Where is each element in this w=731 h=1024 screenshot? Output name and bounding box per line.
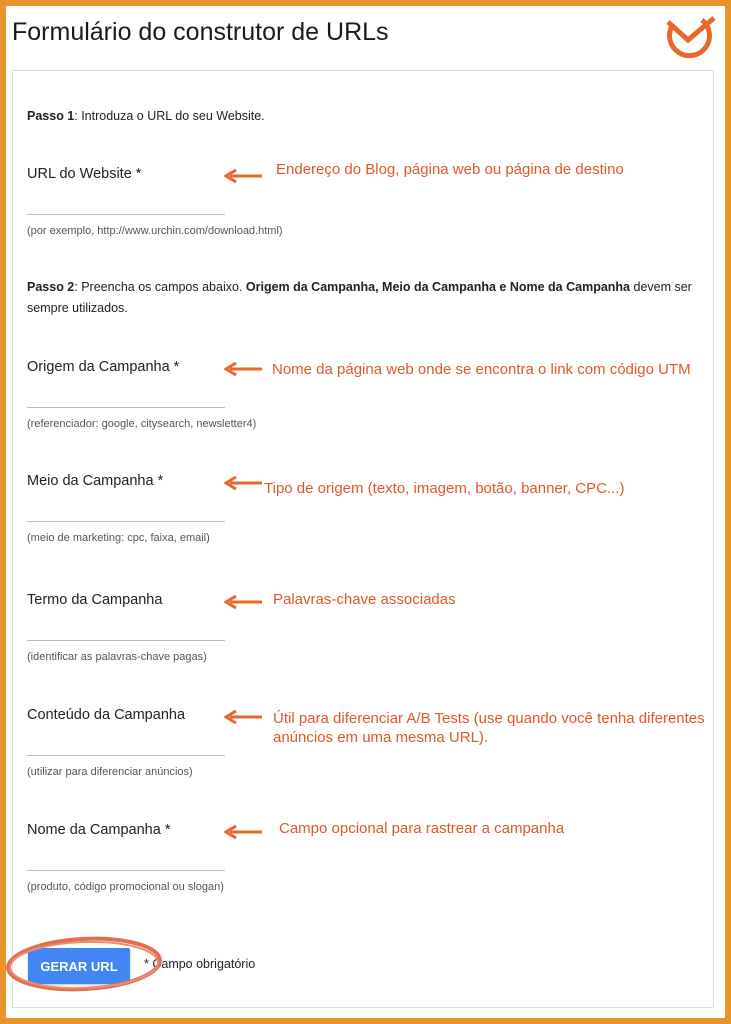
required-field-note: * Campo obrigatório — [144, 957, 256, 971]
annotation-note: Tipo de origem (texto, imagem, botão, banner, CPC...) — [264, 480, 625, 497]
field-hint: (produto, código promocional ou slogan) — [27, 881, 224, 893]
field-input[interactable] — [27, 383, 225, 408]
annotation-note: Útil para diferenciar A/B Tests (use quando você tenha diferentes anúncios em uma mesma URL). — [273, 710, 705, 746]
field-hint: (meio de marketing: cpc, faixa, email) — [27, 532, 210, 544]
field-input[interactable] — [27, 616, 225, 641]
field-label: Nome da Campanha * — [27, 822, 171, 838]
arrow-left-icon — [224, 362, 264, 376]
arrow-left-icon — [224, 825, 264, 839]
field-input[interactable] — [27, 731, 225, 756]
arrow-left-icon — [224, 595, 264, 609]
check-clock-logo-icon — [664, 12, 718, 62]
field-hint: (identificar as palavras-chave pagas) — [27, 651, 207, 663]
arrow-left-icon — [224, 169, 264, 183]
step2-text: Passo 2: Preencha os campos abaixo. Origem da Campanha, Meio da Campanha e Nome da Campanha devem ser sempre utilizados. — [27, 280, 692, 315]
field-label: Conteúdo da Campanha — [27, 707, 186, 723]
field-input[interactable] — [27, 190, 225, 215]
arrow-left-icon — [224, 476, 264, 490]
generate-url-button[interactable]: GERAR URL — [28, 948, 130, 984]
annotation-note: Campo opcional para rastrear a campanha — [279, 820, 565, 837]
field-hint: (utilizar para diferenciar anúncios) — [27, 766, 193, 778]
arrow-left-icon — [224, 710, 264, 724]
field-input[interactable] — [27, 497, 225, 522]
field-label: URL do Website * — [27, 166, 142, 182]
annotation-note: Palavras-chave associadas — [273, 591, 456, 608]
field-label: Termo da Campanha — [27, 592, 163, 608]
annotation-note: Endereço do Blog, página web ou página de destino — [276, 161, 624, 178]
field-label: Origem da Campanha * — [27, 359, 180, 375]
page-title: Formulário do construtor de URLs — [12, 18, 389, 46]
step1-text: Passo 1: Introduza o URL do seu Website. — [27, 109, 265, 123]
field-hint: (referenciador: google, citysearch, newsletter4) — [27, 418, 257, 430]
field-label: Meio da Campanha * — [27, 473, 164, 489]
field-input[interactable] — [27, 846, 225, 871]
field-hint: (por exemplo, http://www.urchin.com/download.html) — [27, 225, 283, 237]
annotation-note: Nome da página web onde se encontra o link com código UTM — [272, 361, 691, 378]
